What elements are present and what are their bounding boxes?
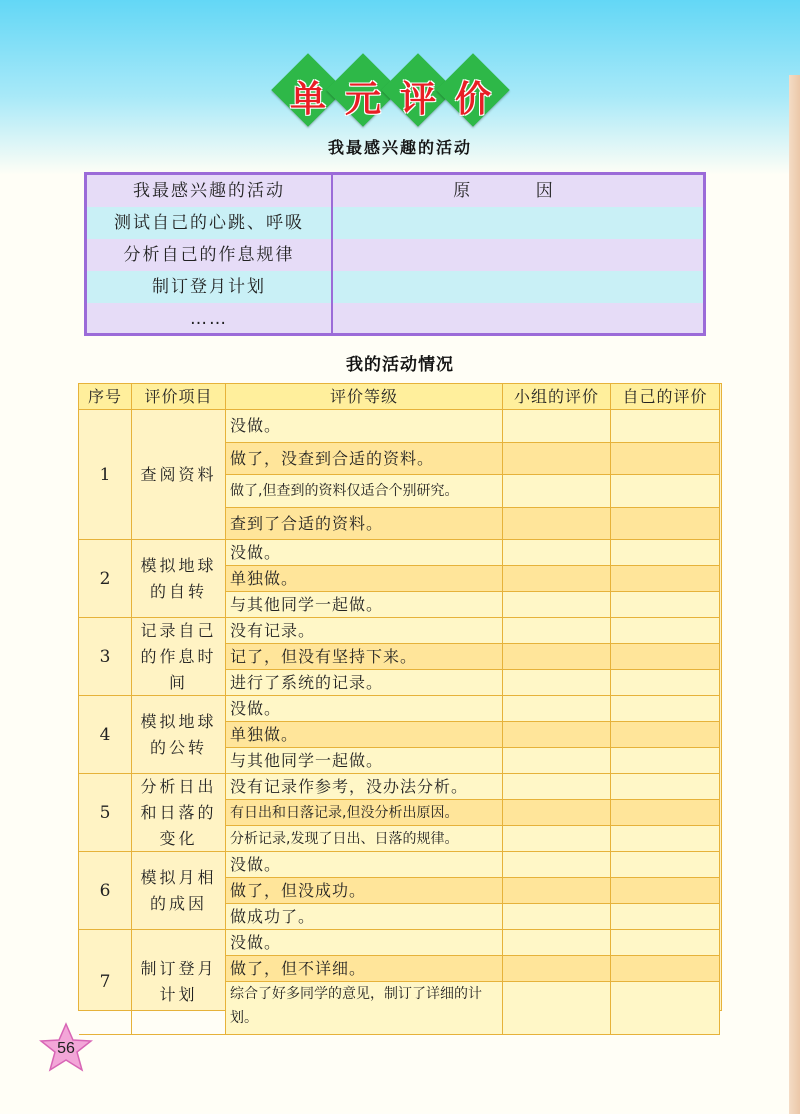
table-row — [87, 239, 703, 271]
self-eval-cell — [611, 508, 720, 541]
title-char: 元 — [344, 78, 381, 120]
level-option: 做了，但不详细。 — [226, 956, 503, 982]
self-eval-cell — [611, 930, 720, 956]
interest-table — [84, 172, 706, 336]
row-number: 6 — [79, 852, 132, 930]
group-eval-cell — [503, 722, 611, 748]
group-eval-cell — [503, 774, 611, 800]
self-eval-cell — [611, 800, 720, 826]
row-number: 5 — [79, 774, 132, 852]
evaluation-item: 模拟地球的自转 — [132, 540, 226, 618]
header-level: 评价等级 — [226, 384, 503, 410]
group-eval-cell — [503, 618, 611, 644]
group-eval-cell — [503, 410, 611, 443]
level-option: 做了,但查到的资料仅适合个别研究。 — [226, 475, 503, 508]
header-group-eval: 小组的评价 — [503, 384, 611, 410]
activity-cell: 分析自己的作息规律 — [123, 245, 295, 265]
row-number: 1 — [79, 410, 132, 540]
evaluation-item: 记录自己的作息时间 — [132, 618, 226, 696]
row-number: 2 — [79, 540, 132, 618]
group-eval-cell — [503, 443, 611, 476]
level-option: 没做。 — [226, 540, 503, 566]
self-eval-cell — [611, 443, 720, 476]
self-eval-cell — [611, 982, 720, 1035]
activity-cell: 制订登月计划 — [152, 277, 266, 297]
self-eval-cell — [611, 852, 720, 878]
level-option: 查到了合适的资料。 — [226, 508, 503, 541]
level-option: 没有记录。 — [226, 618, 503, 644]
column-divider — [331, 175, 333, 333]
group-eval-cell — [503, 508, 611, 541]
group-eval-cell — [503, 982, 611, 1035]
self-eval-cell — [611, 644, 720, 670]
table-row — [87, 271, 703, 303]
evaluation-item: 模拟月相的成因 — [132, 852, 226, 930]
self-eval-cell — [611, 826, 720, 852]
level-option: 分析记录,发现了日出、日落的规律。 — [226, 826, 503, 852]
group-eval-cell — [503, 904, 611, 930]
section1-heading: 我最感兴趣的活动 — [327, 138, 472, 157]
table-row — [87, 207, 703, 239]
row-number: 4 — [79, 696, 132, 774]
activity-cell: …… — [190, 309, 228, 329]
header-self-eval: 自己的评价 — [611, 384, 720, 410]
group-eval-cell — [503, 566, 611, 592]
level-option: 做了，没查到合适的资料。 — [226, 443, 503, 476]
header-cell: 原 因 — [453, 181, 583, 201]
self-eval-cell — [611, 475, 720, 508]
page-number: 56 — [57, 1040, 75, 1057]
level-option: 没做。 — [226, 410, 503, 443]
table-row — [87, 303, 703, 333]
level-option: 记了，但没有坚持下来。 — [226, 644, 503, 670]
table-row — [87, 175, 703, 207]
activity-cell: 测试自己的心跳、呼吸 — [114, 213, 304, 233]
header-number: 序号 — [79, 384, 132, 410]
unit-title — [274, 58, 496, 128]
title-char: 价 — [454, 78, 491, 120]
group-eval-cell — [503, 592, 611, 618]
level-option: 没有记录作参考，没办法分析。 — [226, 774, 503, 800]
self-eval-cell — [611, 748, 720, 774]
evaluation-item: 查阅资料 — [132, 410, 226, 540]
self-eval-cell — [611, 592, 720, 618]
level-option: 进行了系统的记录。 — [226, 670, 503, 696]
group-eval-cell — [503, 826, 611, 852]
group-eval-cell — [503, 956, 611, 982]
self-eval-cell — [611, 618, 720, 644]
group-eval-cell — [503, 748, 611, 774]
self-eval-cell — [611, 878, 720, 904]
row-number: 3 — [79, 618, 132, 696]
self-eval-cell — [611, 670, 720, 696]
evaluation-item: 制订登月计划 — [132, 930, 226, 1035]
self-eval-cell — [611, 774, 720, 800]
self-eval-cell — [611, 722, 720, 748]
self-eval-cell — [611, 904, 720, 930]
level-option: 做成功了。 — [226, 904, 503, 930]
group-eval-cell — [503, 475, 611, 508]
level-option: 与其他同学一起做。 — [226, 592, 503, 618]
level-option: 单独做。 — [226, 722, 503, 748]
level-option: 综合了好多同学的意见，制订了详细的计划。 — [226, 982, 503, 1035]
self-eval-cell — [611, 410, 720, 443]
self-eval-cell — [611, 540, 720, 566]
evaluation-item: 模拟地球的公转 — [132, 696, 226, 774]
level-option: 有日出和日落记录,但没分析出原因。 — [226, 800, 503, 826]
self-eval-cell — [611, 566, 720, 592]
self-eval-cell — [611, 956, 720, 982]
level-option: 做了，但没成功。 — [226, 878, 503, 904]
page-edge-strip — [789, 75, 800, 1114]
group-eval-cell — [503, 878, 611, 904]
header-item: 评价项目 — [132, 384, 226, 410]
level-option: 没做。 — [226, 930, 503, 956]
level-option: 单独做。 — [226, 566, 503, 592]
level-option: 没做。 — [226, 852, 503, 878]
group-eval-cell — [503, 852, 611, 878]
header-cell: 我最感兴趣的活动 — [133, 181, 285, 201]
title-char: 评 — [399, 78, 436, 120]
group-eval-cell — [503, 930, 611, 956]
title-char: 单 — [289, 78, 326, 120]
group-eval-cell — [503, 670, 611, 696]
section2-heading: 我的活动情况 — [346, 355, 454, 375]
self-eval-cell — [611, 696, 720, 722]
row-number: 7 — [79, 930, 132, 1035]
activity-evaluation-table — [78, 383, 722, 1026]
group-eval-cell — [503, 696, 611, 722]
group-eval-cell — [503, 540, 611, 566]
group-eval-cell — [503, 644, 611, 670]
group-eval-cell — [503, 800, 611, 826]
evaluation-item: 分析日出和日落的变化 — [132, 774, 226, 852]
level-option: 与其他同学一起做。 — [226, 748, 503, 774]
level-option: 没做。 — [226, 696, 503, 722]
